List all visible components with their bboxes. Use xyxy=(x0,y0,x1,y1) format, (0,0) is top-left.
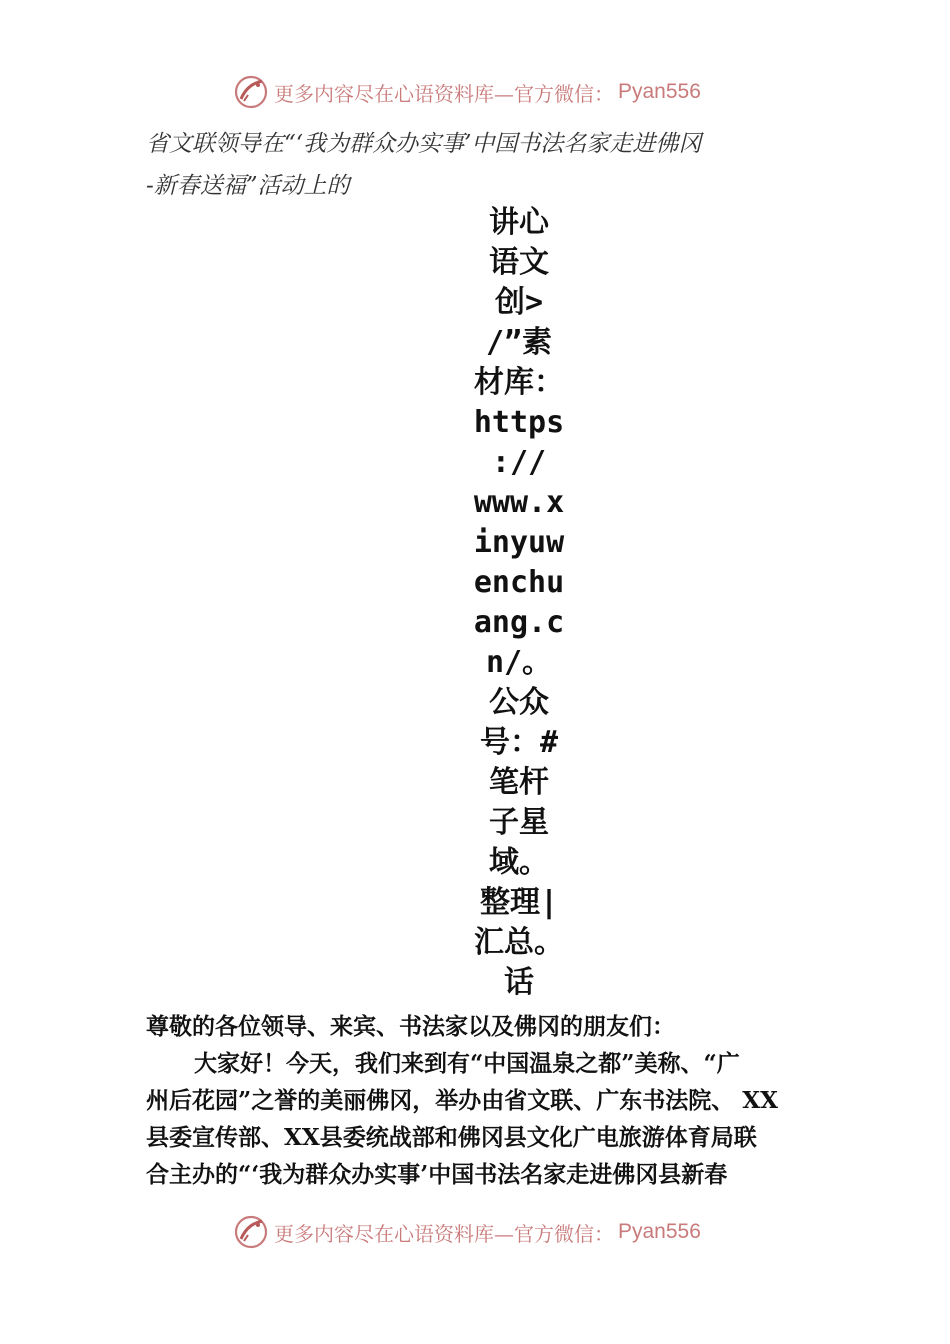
banner-text: 更多内容尽在心语资料库—官方微信： xyxy=(274,1221,614,1246)
paragraph-line: 大家好！今天，我们来到有“中国温泉之都”美称、“广 xyxy=(194,1050,740,1077)
vertical-text-column xyxy=(472,203,566,1003)
paragraph-line: 州后花园”之誉的美丽佛冈，举办由省文联、广东书法院、 XX xyxy=(146,1087,778,1114)
column-line: /”素 xyxy=(485,325,553,360)
pen-logo-icon xyxy=(232,1213,270,1251)
column-line: inyuw xyxy=(473,525,565,560)
header-banner xyxy=(232,72,701,112)
footer-banner xyxy=(232,1212,701,1252)
pen-logo-icon xyxy=(232,73,270,111)
column-line: 话 xyxy=(504,965,534,1000)
column-line: 语文 xyxy=(489,245,549,280)
column-line: 笔杆 xyxy=(489,765,549,800)
doc-title-line-2: -新春送福”活动上的 xyxy=(146,173,350,199)
doc-title-line-1: 省文联领导在“‘我为群众办实事’中国书法名家走进佛冈 xyxy=(146,131,702,157)
column-line: 整理| xyxy=(479,885,559,920)
paragraph-line: 县委宣传部、XX县委统战部和佛冈县文化广电旅游体育局联 xyxy=(146,1124,757,1151)
column-line: https xyxy=(473,405,565,440)
column-line: 讲心 xyxy=(489,205,549,240)
banner-text: 更多内容尽在心语资料库—官方微信： xyxy=(274,81,614,106)
column-line: 创> xyxy=(494,285,544,320)
salutation: 尊敬的各位领导、来宾、书法家以及佛冈的朋友们： xyxy=(146,1013,675,1040)
column-line: 汇总。 xyxy=(474,925,564,960)
column-line: n/。 xyxy=(485,645,553,680)
doc-body xyxy=(146,1008,826,1193)
column-line: 公众 xyxy=(489,685,549,720)
banner-wechat-id: Pyan556 xyxy=(618,1220,701,1243)
column-line: 材库： xyxy=(474,365,564,400)
column-line: 子星 xyxy=(489,805,549,840)
column-line: 号：# xyxy=(479,725,559,760)
column-line: :// xyxy=(491,445,547,480)
column-line: 域。 xyxy=(489,845,549,880)
banner-wechat-id: Pyan556 xyxy=(618,80,701,103)
column-line: ang.c xyxy=(473,605,565,640)
column-line: www.x xyxy=(473,485,565,520)
paragraph-line: 合主办的“‘我为群众办实事’中国书法名家走进佛冈县新春 xyxy=(146,1161,728,1188)
column-line: enchu xyxy=(473,565,565,600)
